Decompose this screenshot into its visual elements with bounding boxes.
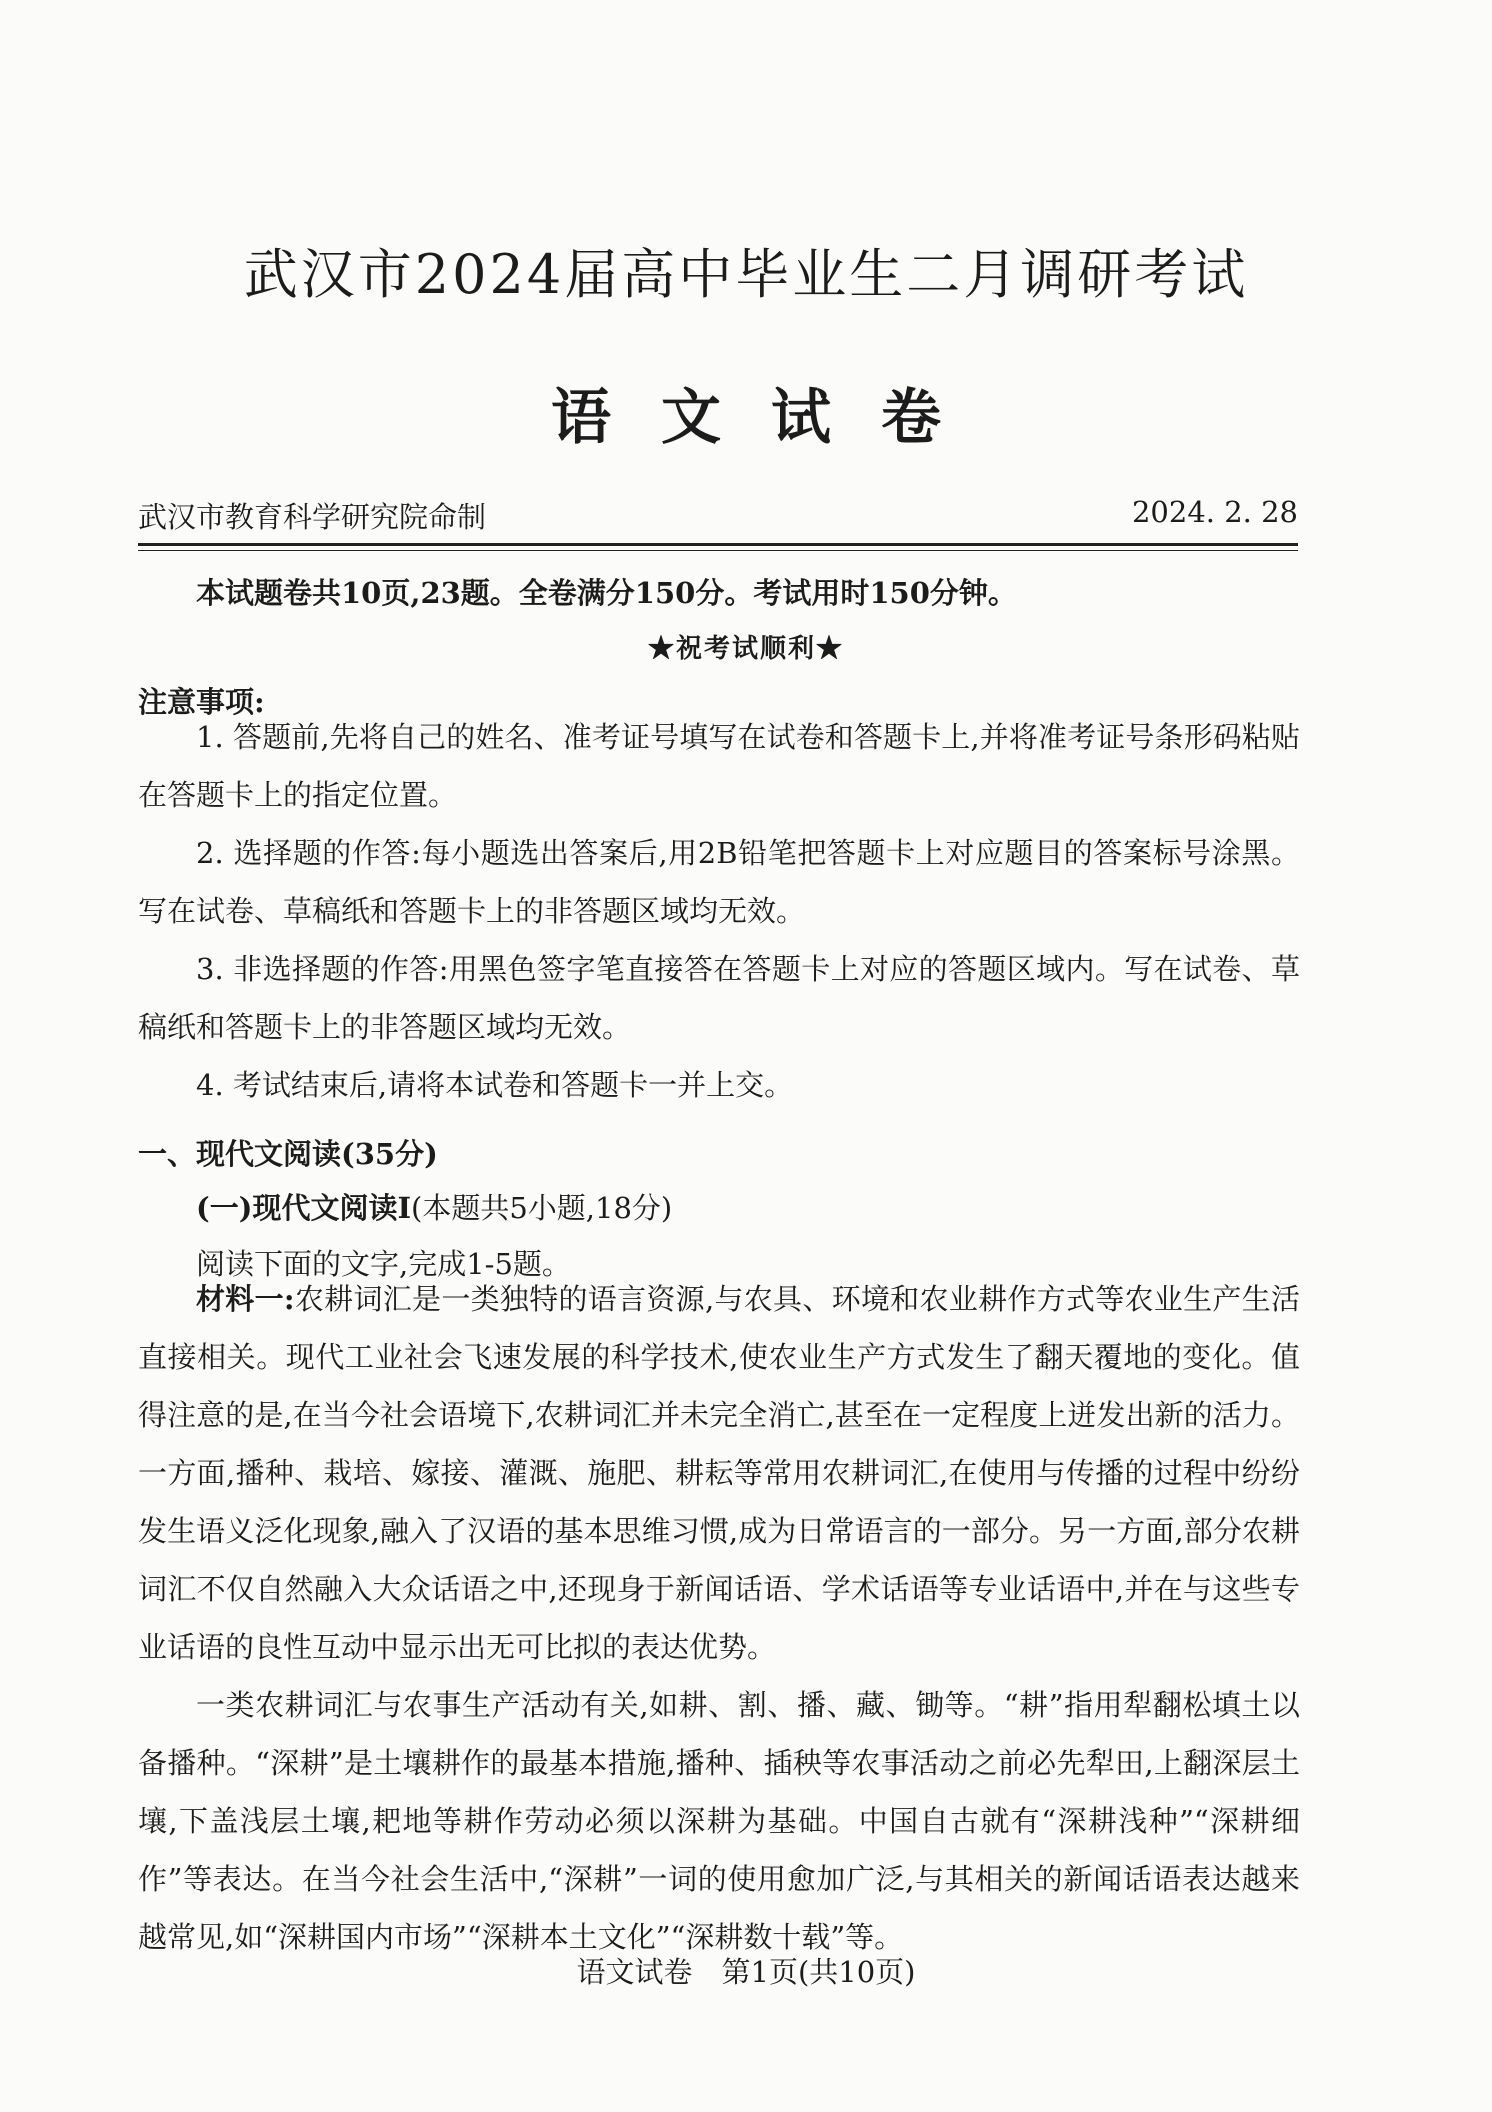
notice-item-1: 1. 答题前,先将自己的姓名、准考证号填写在试卷和答题卡上,并将准考证号条形码粘贴在答题卡上的指定位置。 <box>138 720 1300 812</box>
sub-section-heading <box>196 1186 672 1227</box>
exam-title: 武汉市2024届高中毕业生二月调研考试 <box>243 243 1249 306</box>
sub-section-info: (本题共5小题,18分) <box>411 1191 673 1225</box>
section-heading: 一、现代文阅读(35分) <box>138 1137 438 1171</box>
page-footer: 语文试卷 第1页(共10页) <box>576 1955 916 1989</box>
material-paragraph-2: 一类农耕词汇与农事生产活动有关,如耕、割、播、藏、锄等。“耕”指用犁翻松填土以备播种。“深耕”是土壤耕作的最基本措施,播种、插秧等农事活动之前必先犁田,上翻深层土壤,下盖浅层土壤,耙地等耕作劳动必须以深耕为基础。中国自古就有“深耕浅种”“深耕细作”等表达。在当今社会生活中,“深耕”一词的使用愈加广泛,与其相关的新闻话语表达越来越常见,如“深耕国内市场”“深耕本土文化”“深耕数十载”等。 <box>138 1688 1300 1954</box>
reading-instruction: 阅读下面的文字,完成1-5题。 <box>196 1247 571 1281</box>
notice-item-2: 2. 选择题的作答:每小题选出答案后,用2B铅笔把答题卡上对应题目的答案标号涂黑。写在试卷、草稿纸和答题卡上的非答题区域均无效。 <box>138 836 1300 928</box>
material-paragraph-1 <box>138 1270 1300 1676</box>
notice-item-3: 3. 非选择题的作答:用黑色签字笔直接答在答题卡上对应的答题区域内。写在试卷、草稿纸和答题卡上的非答题区域均无效。 <box>138 952 1300 1044</box>
issuer-row <box>138 495 1298 536</box>
material-text-1: 农耕词汇是一类独特的语言资源,与农具、环境和农业耕作方式等农业生产生活直接相关。现代工业社会飞速发展的科学技术,使农业生产方式发生了翻天覆地的变化。值得注意的是,在当今社会语境下,农耕词汇并未完全消亡,甚至在一定程度上迸发出新的活力。一方面,播种、栽培、嫁接、灌溉、施肥、耕耘等常用农耕词汇,在使用与传播的过程中纷纷发生语义泛化现象,融入了汉语的基本思维习惯,成为日常语言的一部分。另一方面,部分农耕词汇不仅自然融入大众话语之中,还现身于新闻话语、学术话语等专业话语中,并在与这些专业话语的良性互动中显示出无可比拟的表达优势。 <box>138 1282 1300 1664</box>
material-label: 材料一: <box>196 1282 295 1316</box>
exam-subject-title: 语文试卷 <box>551 383 991 453</box>
exam-intro: 本试题卷共10页,23题。全卷满分150分。考试用时150分钟。 <box>196 576 1017 610</box>
notice-item-4: 4. 考试结束后,请将本试卷和答题卡一并上交。 <box>196 1068 794 1102</box>
header-divider <box>138 543 1298 551</box>
good-luck-banner: ★祝考试顺利★ <box>647 634 844 664</box>
notice-heading: 注意事项: <box>138 685 265 719</box>
sub-section-title: (一)现代文阅读Ⅰ <box>196 1191 412 1225</box>
exam-date: 2024. 2. 28 <box>1131 495 1298 529</box>
issuer: 武汉市教育科学研究院命制 <box>138 500 487 534</box>
